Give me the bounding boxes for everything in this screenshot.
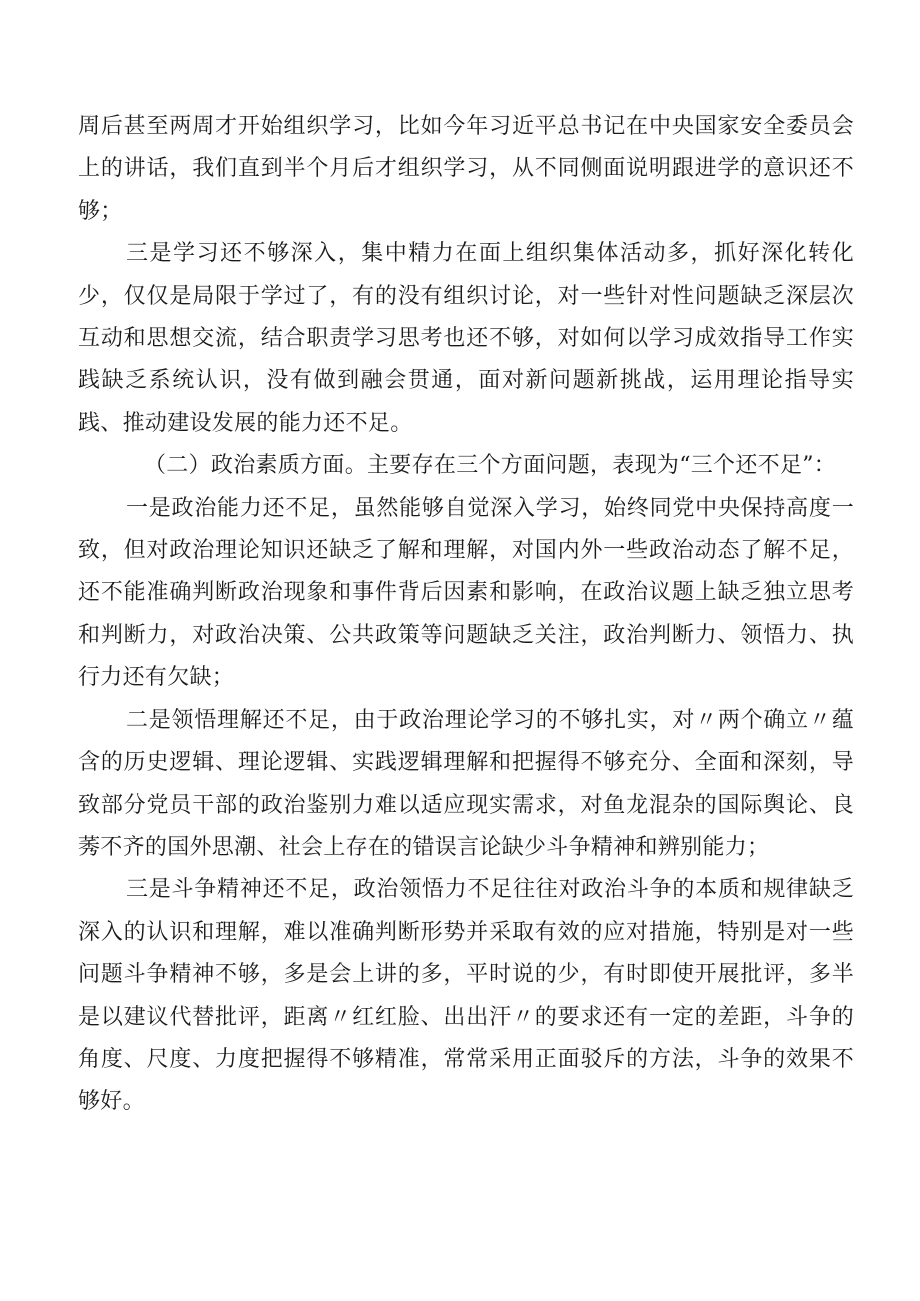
paragraph-fighting-spirit: 三是斗争精神还不足，政治领悟力不足往往对政治斗争的本质和规律缺乏深入的认识和理解，难以准确判断形势并采取有效的应对措施，特别是对一些问题斗争精神不够，多是会上讲的多，平时说的少，有时即使开展批评，多半是以建议代替批评，距离〃红红脸、出出汗〃的要求还有一定的差距，斗争的角度、尺度、力度把握得不够精准，常常采用正面驳斥的方法，斗争的效果不够好。 bbox=[78, 877, 854, 1115]
paragraph-understanding: 二是领悟理解还不足，由于政治理论学习的不够扎实，对〃两个确立〃蕴含的历史逻辑、理论逻辑、实践逻辑理解和把握得不够充分、全面和深刻，导致部分党员干部的政治鉴别力难以适应现实需求，对鱼龙混杂的国际舆论、良莠不齐的国外思潮、社会上存在的错误言论缺少斗争精神和辨别能力； bbox=[78, 707, 854, 860]
paragraph-political-ability: 一是政治能力还不足，虽然能够自觉深入学习，始终同党中央保持高度一致，但对政治理论知识还缺乏了解和理解，对国内外一些政治动态了解不足，还不能准确判断政治现象和事件背后因素和影响，在政治议题上缺乏独立思考和判断力，对政治决策、公共政策等问题缺乏关注，政治判断力、领悟力、执行力还有欠缺； bbox=[78, 495, 854, 691]
document-body bbox=[78, 106, 854, 1124]
section-heading-political-quality: （二）政治素质方面。主要存在三个方面问题，表现为“三个还不足”： bbox=[144, 453, 837, 479]
paragraph-study-depth: 三是学习还不够深入，集中精力在面上组织集体活动多，抓好深化转化少，仅仅是局限于学过了，有的没有组织讨论，对一些针对性问题缺乏深层次互动和思想交流，结合职责学习思考也还不够，对如何以学习成效指导工作实践缺乏系统认识，没有做到融会贯通，面对新问题新挑战，运用理论指导实践、推动建设发展的能力还不足。 bbox=[78, 241, 854, 436]
paragraph-continuation: 周后甚至两周才开始组织学习，比如今年习近平总书记在中央国家安全委员会上的讲话，我们直到半个月后才组织学习，从不同侧面说明跟进学的意识还不够； bbox=[78, 114, 854, 224]
